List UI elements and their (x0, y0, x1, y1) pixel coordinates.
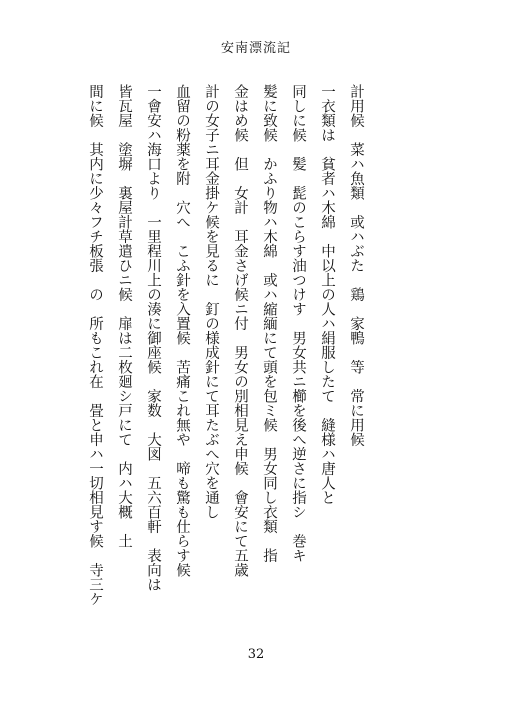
column-text: 衣類は 貧者ハ木綿 中以上の人ハ絹服したて 縫様ハ唐人と (319, 98, 335, 505)
text-column-3 (283, 84, 312, 644)
text-column-4 (254, 84, 283, 644)
text-column-8 (138, 84, 167, 644)
text-column-10 (80, 84, 109, 644)
column-text: 皆瓦屋 塗塀 裏屋計草遣ひニ候 扉は二枚廻シ戸にて 内ハ大概 土 (116, 84, 132, 548)
vertical-text-body (80, 84, 370, 644)
column-text: 髪に致候 かふり物ハ木綿 或ハ縮緬にて頭を包ミ候 男女同し衣類 指 (261, 84, 277, 563)
text-column-6 (196, 84, 225, 644)
page-header-title: 安南漂流記 (220, 41, 291, 56)
column-text: 計用候 菜ハ魚類 或ハぶた 鶏 家鴨 等 常に用候 (348, 84, 364, 447)
page-number: 32 (247, 647, 265, 662)
column-text: 血留の粉薬を附 穴へ こふ針を入置候 苦痛これ無や 啼も驚も仕らす候 (174, 84, 190, 577)
text-column-5 (225, 84, 254, 644)
item-bullet: 一 (145, 84, 161, 99)
column-text: 會安ハ海口より 一里程川上の湊に御座候 家数 大図 五六百軒 表向は (145, 98, 161, 592)
text-column-1 (341, 84, 370, 644)
item-bullet: 一 (319, 84, 335, 99)
text-column-9 (109, 84, 138, 644)
column-text: 金はめ候 但 女計 耳金さげ候ニ付 男女の別相見え申候 會安にて五歳 (232, 84, 248, 577)
column-text: 計の女子ニ耳金掛ケ候を見るに 釘の様成針にて耳たぶへ穴を通し (203, 84, 219, 519)
column-text: 間に候 其内に少々フチ板張 の 所もこれ在 畳と申ハ一切相見す候 寺三ケ (87, 84, 103, 606)
column-text: 同しに候 髪 髭のこらす油つけす 男女共ニ櫛を後へ逆さに指シ 巻キ (290, 84, 306, 563)
text-column-7 (167, 84, 196, 644)
text-column-2 (312, 84, 341, 644)
